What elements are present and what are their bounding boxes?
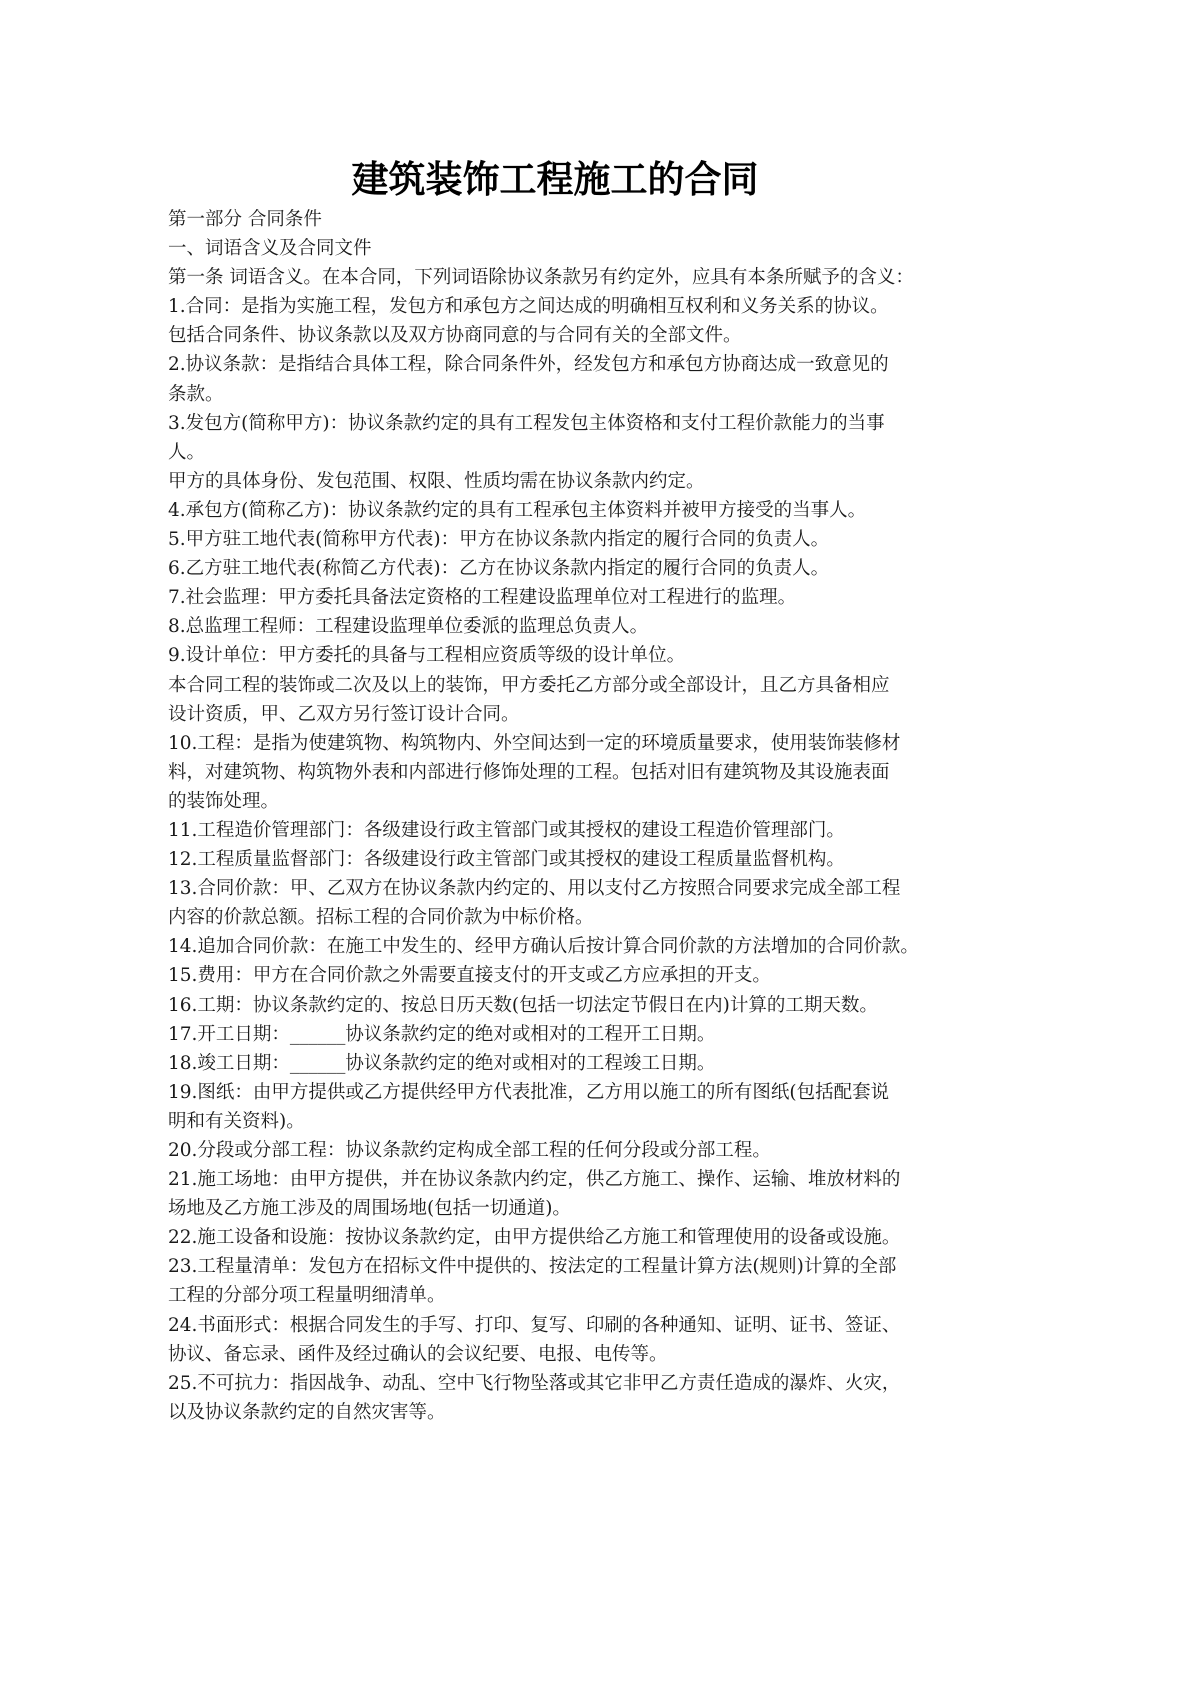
text-line: 4.承包方(简称乙方)：协议条款约定的具有工程承包主体资料并被甲方接受的当事人。 [168, 499, 867, 521]
text-line: 3.发包方(简称甲方)：协议条款约定的具有工程发包主体资格和支付工程价款能力的当事 [168, 412, 885, 434]
text-line: 13.合同价款：甲、乙双方在协议条款内约定的、用以支付乙方按照合同要求完成全部工程 [168, 878, 901, 900]
text-line: 21.施工场地：由甲方提供，并在协议条款内约定，供乙方施工、操作、运输、堆放材料的 [168, 1169, 901, 1191]
text-line: 17.开工日期：______协议条款约定的绝对或相对的工程开工日期。 [168, 1023, 716, 1045]
text-line: 12.工程质量监督部门：各级建设行政主管部门或其授权的建设工程质量监督机构。 [168, 849, 845, 871]
text-line: 1.合同：是指为实施工程，发包方和承包方之间达成的明确相互权利和义务关系的协议。 [168, 296, 889, 318]
text-line: 2.协议条款：是指结合具体工程，除合同条件外，经发包方和承包方协商达成一致意见的 [168, 354, 889, 376]
text-line: 的装饰处理。 [168, 790, 280, 812]
text-line: 15.费用：甲方在合同价款之外需要直接支付的开支或乙方应承担的开支。 [168, 965, 771, 987]
text-line: 14.追加合同价款：在施工中发生的、经甲方确认后按计算合同价款的方法增加的合同价款。 [168, 936, 919, 958]
text-line: 甲方的具体身份、发包范围、权限、性质均需在协议条款内约定。 [168, 470, 705, 492]
text-line: 以及协议条款约定的自然灾害等。 [168, 1401, 446, 1423]
text-line: 包括合同条件、协议条款以及双方协商同意的与合同有关的全部文件。 [168, 325, 742, 347]
document-title: 建筑装饰工程施工的合同 [351, 157, 759, 201]
text-line: 10.工程：是指为使建筑物、构筑物内、外空间达到一定的环境质量要求，使用装饰装修材 [168, 732, 901, 754]
text-line: 11.工程造价管理部门：各级建设行政主管部门或其授权的建设工程造价管理部门。 [168, 819, 845, 841]
text-line: 8.总监理工程师：工程建设监理单位委派的监理总负责人。 [168, 616, 649, 638]
text-line: 本合同工程的装饰或二次及以上的装饰，甲方委托乙方部分或全部设计，且乙方具备相应 [168, 674, 890, 696]
article-heading: 第一条 词语含义。在本合同，下列词语除协议条款另有约定外，应具有本条所赋予的含义： [168, 267, 914, 289]
text-line: 25.不可抗力：指因战争、动乱、空中飞行物坠落或其它非甲乙方责任造成的瀑炸、火灾， [168, 1372, 901, 1394]
text-line: 20.分段或分部工程：协议条款约定构成全部工程的任何分段或分部工程。 [168, 1140, 771, 1161]
text-line: 场地及乙方施工涉及的周围场地(包括一切通道)。 [168, 1198, 571, 1220]
text-line: 明和有关资料)。 [168, 1110, 305, 1132]
text-line: 条款。 [168, 383, 224, 405]
text-line: 19.图纸：由甲方提供或乙方提供经甲方代表批准，乙方用以施工的所有图纸(包括配套说 [168, 1081, 890, 1103]
text-line: 18.竣工日期：______协议条款约定的绝对或相对的工程竣工日期。 [168, 1052, 716, 1074]
text-line: 工程的分部分项工程量明细清单。 [168, 1285, 446, 1307]
section-heading: 第一部分 合同条件 [168, 209, 322, 230]
text-line: 9.设计单位：甲方委托的具备与工程相应资质等级的设计单位。 [168, 645, 686, 667]
text-line: 协议、备忘录、函件及经过确认的会议纪要、电报、电传等。 [168, 1343, 668, 1365]
text-line: 22.施工设备和设施：按协议条款约定，由甲方提供给乙方施工和管理使用的设备或设施。 [168, 1227, 901, 1249]
text-line: 23.工程量清单：发包方在招标文件中提供的、按法定的工程量计算方法(规则)计算的全部 [168, 1256, 897, 1278]
text-line: 设计资质，甲、乙双方另行签订设计合同。 [168, 703, 520, 725]
text-line: 5.甲方驻工地代表(简称甲方代表)：甲方在协议条款内指定的履行合同的负责人。 [168, 529, 830, 551]
text-line: 人。 [168, 441, 206, 463]
document-body [168, 205, 968, 1427]
text-line: 24.书面形式：根据合同发生的手写、打印、复写、印刷的各种通知、证明、证书、签证、 [168, 1314, 901, 1336]
text-line: 7.社会监理：甲方委托具备法定资格的工程建设监理单位对工程进行的监理。 [168, 587, 797, 609]
text-line: 6.乙方驻工地代表(称简乙方代表)：乙方在协议条款内指定的履行合同的负责人。 [168, 558, 830, 580]
text-line: 料，对建筑物、构筑物外表和内部进行修饰处理的工程。包括对旧有建筑物及其设施表面 [168, 761, 890, 783]
text-line: 16.工期：协议条款约定的、按总日历天数(包括一切法定节假日在内)计算的工期天数。 [168, 994, 878, 1016]
subsection-heading: 一、词语含义及合同文件 [168, 238, 372, 260]
text-line: 内容的价款总额。招标工程的合同价款为中标价格。 [168, 907, 594, 929]
